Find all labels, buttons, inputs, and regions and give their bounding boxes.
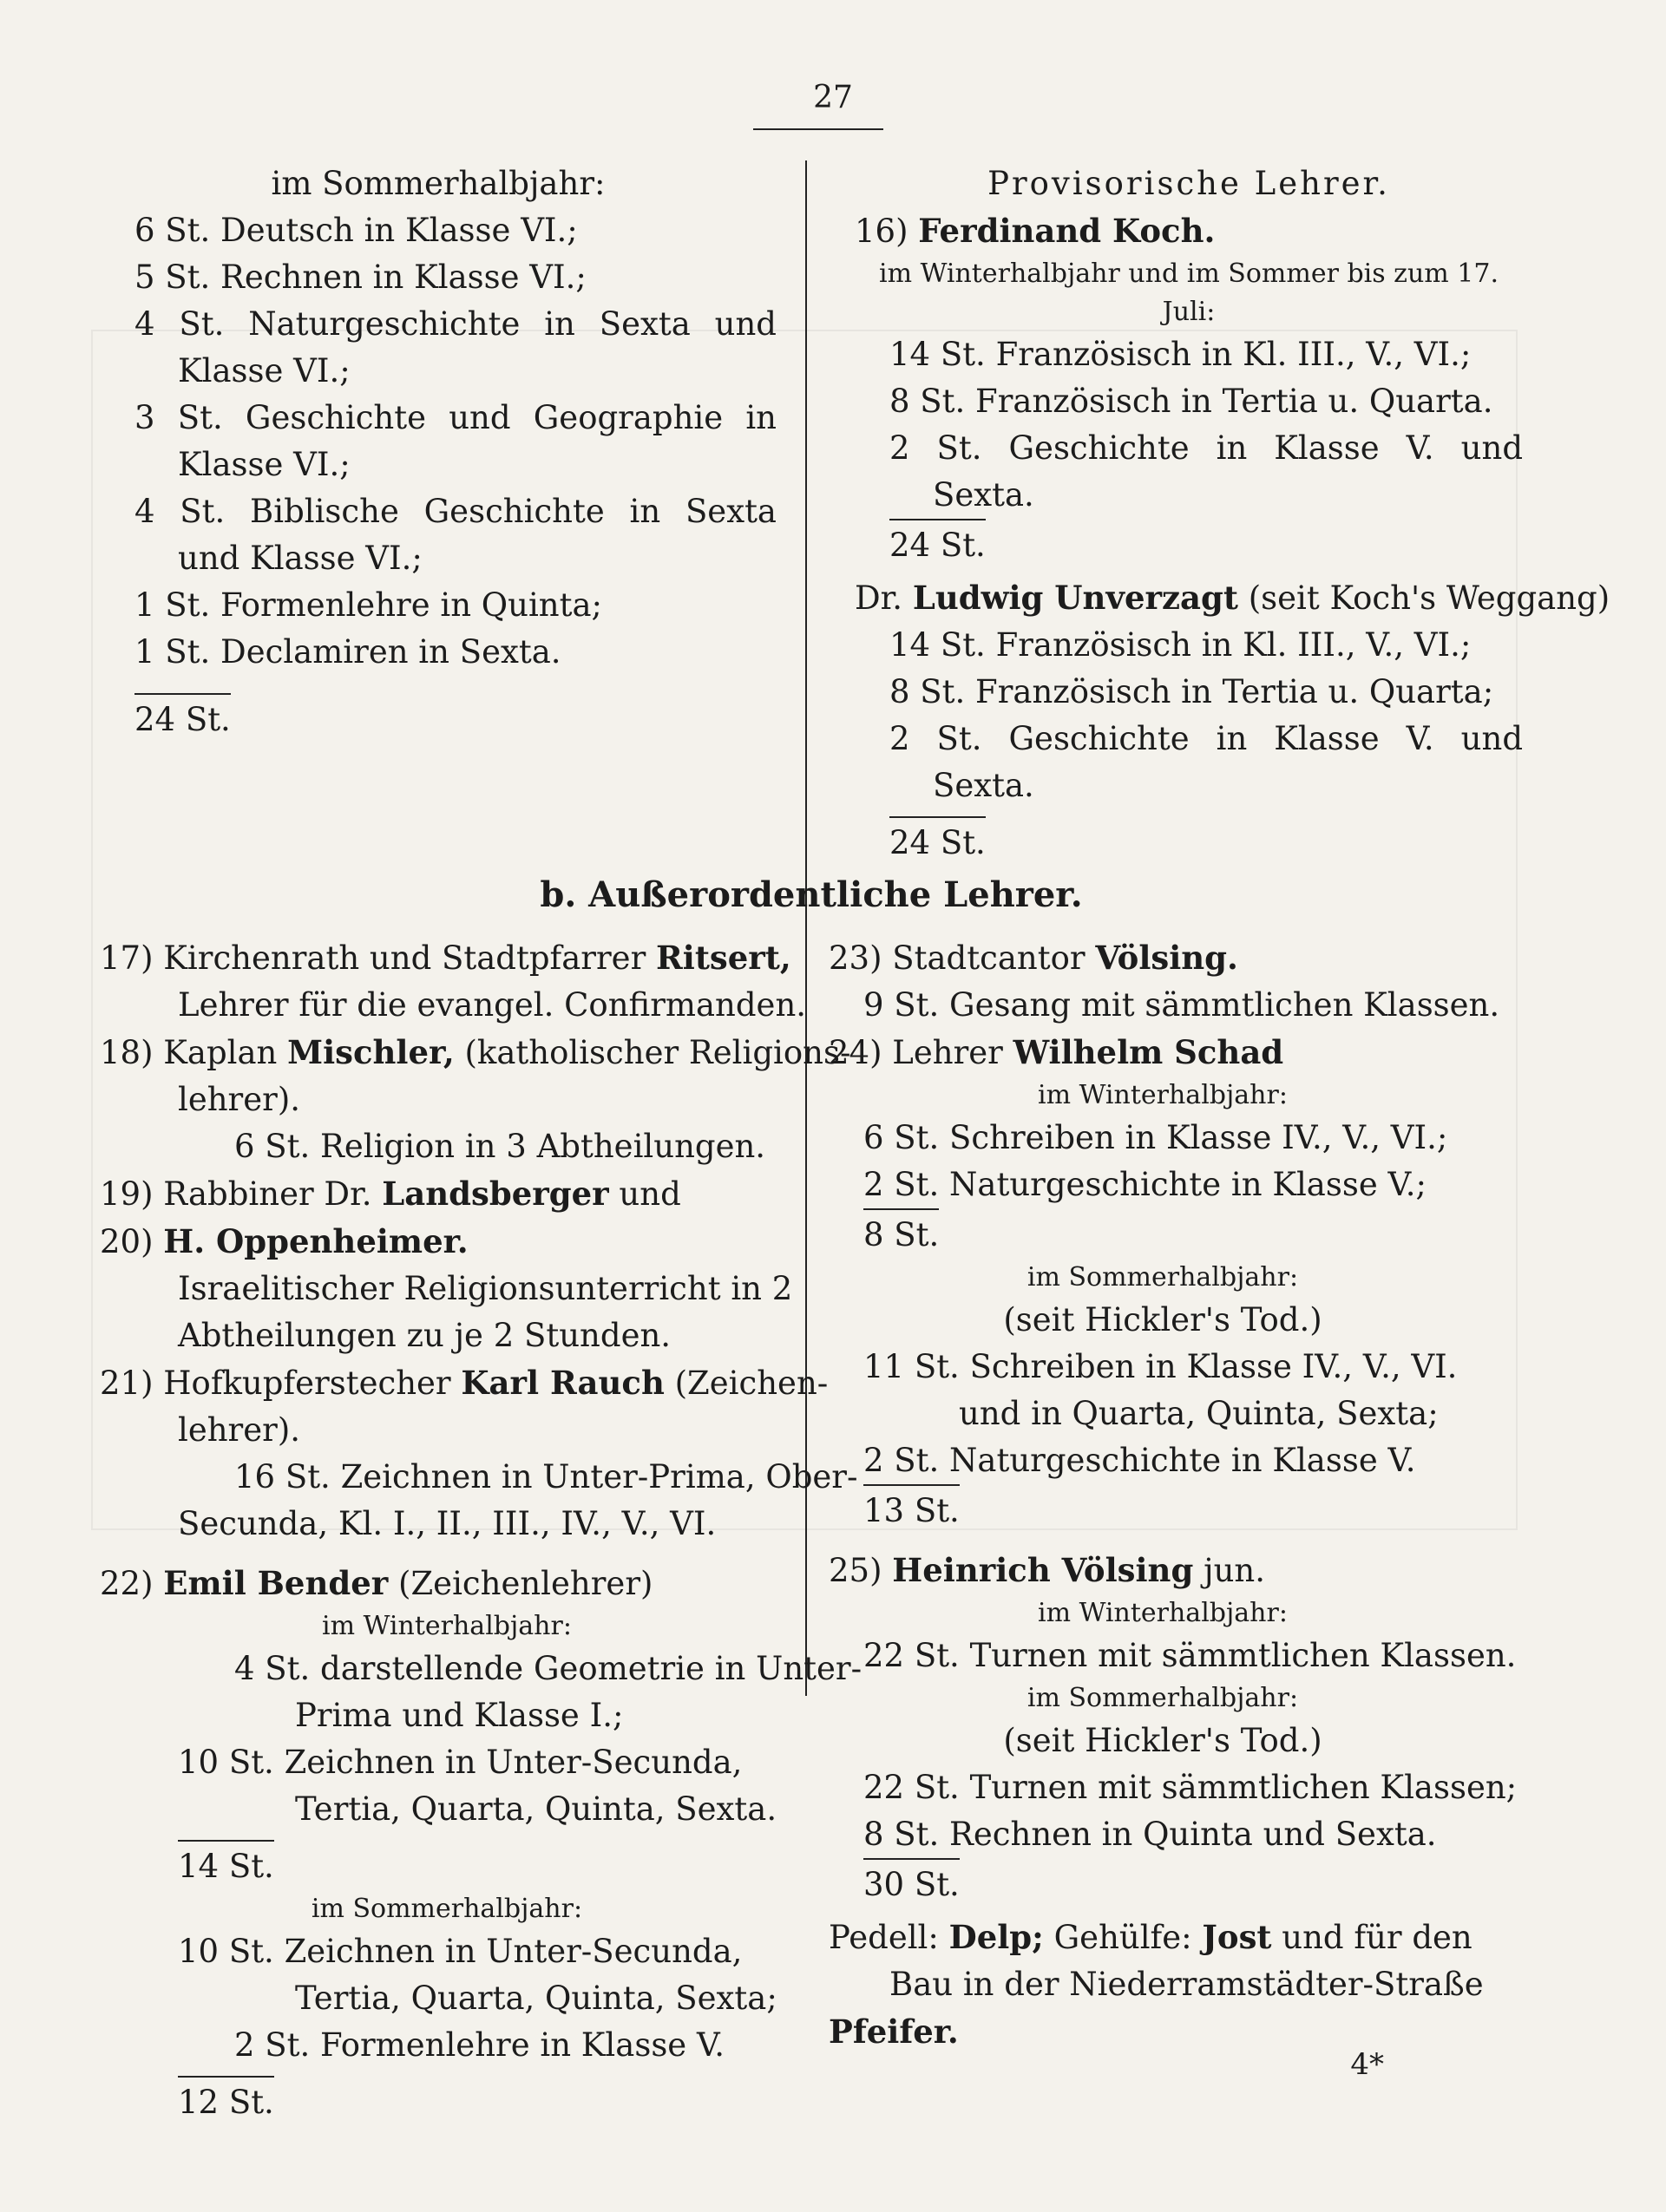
subject-line: 8 St. Französisch in Tertia u. Quarta. (889, 383, 1493, 420)
teacher-entry: 20) (100, 1223, 154, 1260)
section-b-heading: b. Außerordentliche Lehrer. (540, 874, 1083, 915)
right-column-top (855, 160, 1610, 867)
staff-label: Gehülfe: (1053, 1919, 1192, 1956)
teacher-name: Mischler, (287, 1033, 455, 1071)
subject-line: Klasse VI.; (178, 446, 351, 483)
subject-line: 10 St. Zeichnen in Unter-Secunda, (178, 1933, 743, 1970)
subject-line: 5 St. Rechnen in Klasse VI.; (134, 259, 587, 296)
subject-line: 6 St. Deutsch in Klasse VI.; (134, 212, 578, 249)
teacher-role: lehrer). (178, 1411, 301, 1449)
teacher-entry: 24) Lehrer (829, 1034, 1003, 1071)
season-label: im Winterhalbjahr: (1038, 1080, 1288, 1110)
subject-line: 22 St. Turnen mit sämmtlichen Klassen. (863, 1637, 1517, 1674)
title-prefix: Dr. (855, 579, 903, 617)
teacher-role: Lehrer für die evangel. Confirmanden. (178, 986, 807, 1024)
teacher-entry: 25) (829, 1552, 882, 1589)
season-label: im Sommerhalbjahr: (311, 1894, 583, 1924)
hours-total: 13 St. (863, 1484, 960, 1535)
teacher-note: (Zeichen- (674, 1365, 829, 1402)
teacher-role: lehrer). (178, 1081, 301, 1118)
subject-line: Abtheilungen zu je 2 Stunden. (178, 1317, 672, 1354)
subject-line: 14 St. Französisch in Kl. III., V., VI.; (889, 626, 1472, 664)
subject-line: 3 St. Geschichte und Geographie in (134, 399, 777, 436)
subject-line: 6 St. Schreiben in Klasse IV., V., VI.; (863, 1119, 1448, 1156)
left-column-top (100, 160, 777, 743)
teacher-entry: 19) Rabbiner Dr. (100, 1175, 372, 1213)
teacher-name: Ferdinand Koch. (918, 212, 1216, 250)
season-label: im Sommerhalbjahr: (271, 165, 606, 202)
teacher-number: 16) (855, 213, 908, 250)
season-label: im Sommerhalbjahr: (1026, 1683, 1299, 1713)
subject-line: Sexta. (933, 767, 1034, 804)
teacher-note: (seit Koch's Weggang) (1248, 579, 1610, 617)
teacher-name: Landsberger (382, 1175, 609, 1213)
page-number: 27 (813, 80, 853, 115)
season-label: im Winterhalbjahr: (1038, 1598, 1288, 1628)
subject-line: Sexta. (933, 476, 1034, 514)
teacher-note: (katholischer Religions- (464, 1034, 851, 1071)
hours-total: 24 St. (889, 519, 986, 569)
teacher-name: Ludwig Unverzagt (912, 579, 1238, 617)
subject-line: 6 St. Religion in 3 Abtheilungen. (234, 1128, 766, 1165)
season-label: im Winterhalbjahr: (322, 1611, 572, 1641)
season-label: im Sommerhalbjahr: (1026, 1262, 1299, 1293)
subject-line: 22 St. Turnen mit sämmtlichen Klassen; (863, 1769, 1518, 1806)
hours-total: 14 St. (178, 1840, 274, 1890)
section-b (100, 872, 1523, 2126)
teacher-entry: 21) Hofkupferstecher (100, 1365, 451, 1402)
header-rule (753, 128, 883, 130)
subject-line: 1 St. Formenlehre in Quinta; (134, 586, 603, 624)
teacher-entry: 23) Stadtcantor (829, 939, 1086, 977)
section-b-right (829, 934, 1518, 2056)
subject-line: 8 St. Französisch in Tertia u. Quarta; (889, 673, 1494, 710)
teacher-name: Ritsert, (656, 939, 791, 977)
subject-line: Prima und Klasse I.; (295, 1697, 624, 1734)
subject-line: 4 St. Biblische Geschichte in Sexta (134, 493, 777, 530)
staff-name: Pfeifer. (829, 2012, 959, 2051)
subject-line: 8 St. Rechnen in Quinta und Sexta. (863, 1816, 1437, 1853)
subject-line: 4 St. Naturgeschichte in Sexta und (134, 305, 777, 343)
teacher-note: (Zeichenlehrer) (398, 1565, 653, 1602)
subject-line: 14 St. Französisch in Kl. III., V., VI.; (889, 336, 1472, 373)
staff-note: und für den (1282, 1919, 1473, 1956)
subject-line: Klasse VI.; (178, 352, 351, 389)
subject-line: Secunda, Kl. I., II., III., IV., V., VI. (178, 1505, 717, 1542)
hours-total: 12 St. (178, 2076, 274, 2126)
hours-total: 8 St. (863, 1208, 939, 1259)
teacher-name: Wilhelm Schad (1013, 1033, 1284, 1071)
subject-line: 2 St. Naturgeschichte in Klasse V.; (863, 1166, 1427, 1203)
hours-total: 24 St. (889, 816, 986, 867)
period-label: im Winterhalbjahr und im Sommer bis zum 17. Juli: (879, 259, 1499, 327)
teacher-name: Heinrich Völsing (892, 1551, 1194, 1589)
subject-line: 16 St. Zeichnen in Unter-Prima, Ober- (234, 1458, 858, 1495)
teacher-name: Emil Bender (163, 1564, 389, 1602)
staff-label: Pedell: (829, 1919, 939, 1956)
hours-total: 24 St. (134, 693, 231, 743)
subject-line: 2 St. Geschichte in Klasse V. und (889, 429, 1523, 467)
subject-line: 1 St. Declamiren in Sexta. (134, 633, 561, 671)
conjunction: und (619, 1175, 681, 1213)
subject-line: 9 St. Gesang mit sämmtlichen Klassen. (863, 986, 1500, 1024)
staff-name: Jost (1202, 1918, 1272, 1956)
subject-line: Tertia, Quarta, Quinta, Sexta. (295, 1790, 777, 1828)
staff-note: Bau in der Niederramstädter-Straße (889, 1966, 1484, 2003)
subject-line: und in Quarta, Quinta, Sexta; (959, 1395, 1439, 1432)
subject-line: Israelitischer Religionsunterricht in 2 (178, 1270, 793, 1307)
subject-line: und Klasse VI.; (178, 540, 423, 577)
staff-name: Delp; (948, 1918, 1044, 1956)
teacher-name: Karl Rauch (461, 1364, 665, 1402)
teacher-name: Völsing. (1095, 939, 1238, 977)
teacher-note: jun. (1204, 1552, 1265, 1589)
section-heading: Provisorische Lehrer. (987, 165, 1390, 202)
teacher-entry: 18) Kaplan (100, 1034, 278, 1071)
teacher-entry: 22) (100, 1565, 154, 1602)
subject-line: 2 St. Naturgeschichte in Klasse V. (863, 1442, 1416, 1479)
hours-total: 30 St. (863, 1858, 960, 1908)
subject-line: Tertia, Quarta, Quinta, Sexta; (295, 1980, 777, 2017)
teacher-note: (seit Hickler's Tod.) (1003, 1722, 1322, 1759)
teacher-entry: 17) Kirchenrath und Stadtpfarrer (100, 939, 646, 977)
teacher-name: H. Oppenheimer. (163, 1222, 469, 1260)
subject-line: 2 St. Formenlehre in Klasse V. (234, 2026, 725, 2064)
teacher-note: (seit Hickler's Tod.) (1003, 1301, 1322, 1338)
subject-line: 4 St. darstellende Geometrie in Unter- (234, 1650, 863, 1687)
subject-line: 2 St. Geschichte in Klasse V. und (889, 720, 1523, 757)
subject-line: 10 St. Zeichnen in Unter-Secunda, (178, 1744, 743, 1781)
subject-line: 11 St. Schreiben in Klasse IV., V., VI. (863, 1348, 1458, 1385)
signature-mark: 4* (1350, 2047, 1384, 2082)
